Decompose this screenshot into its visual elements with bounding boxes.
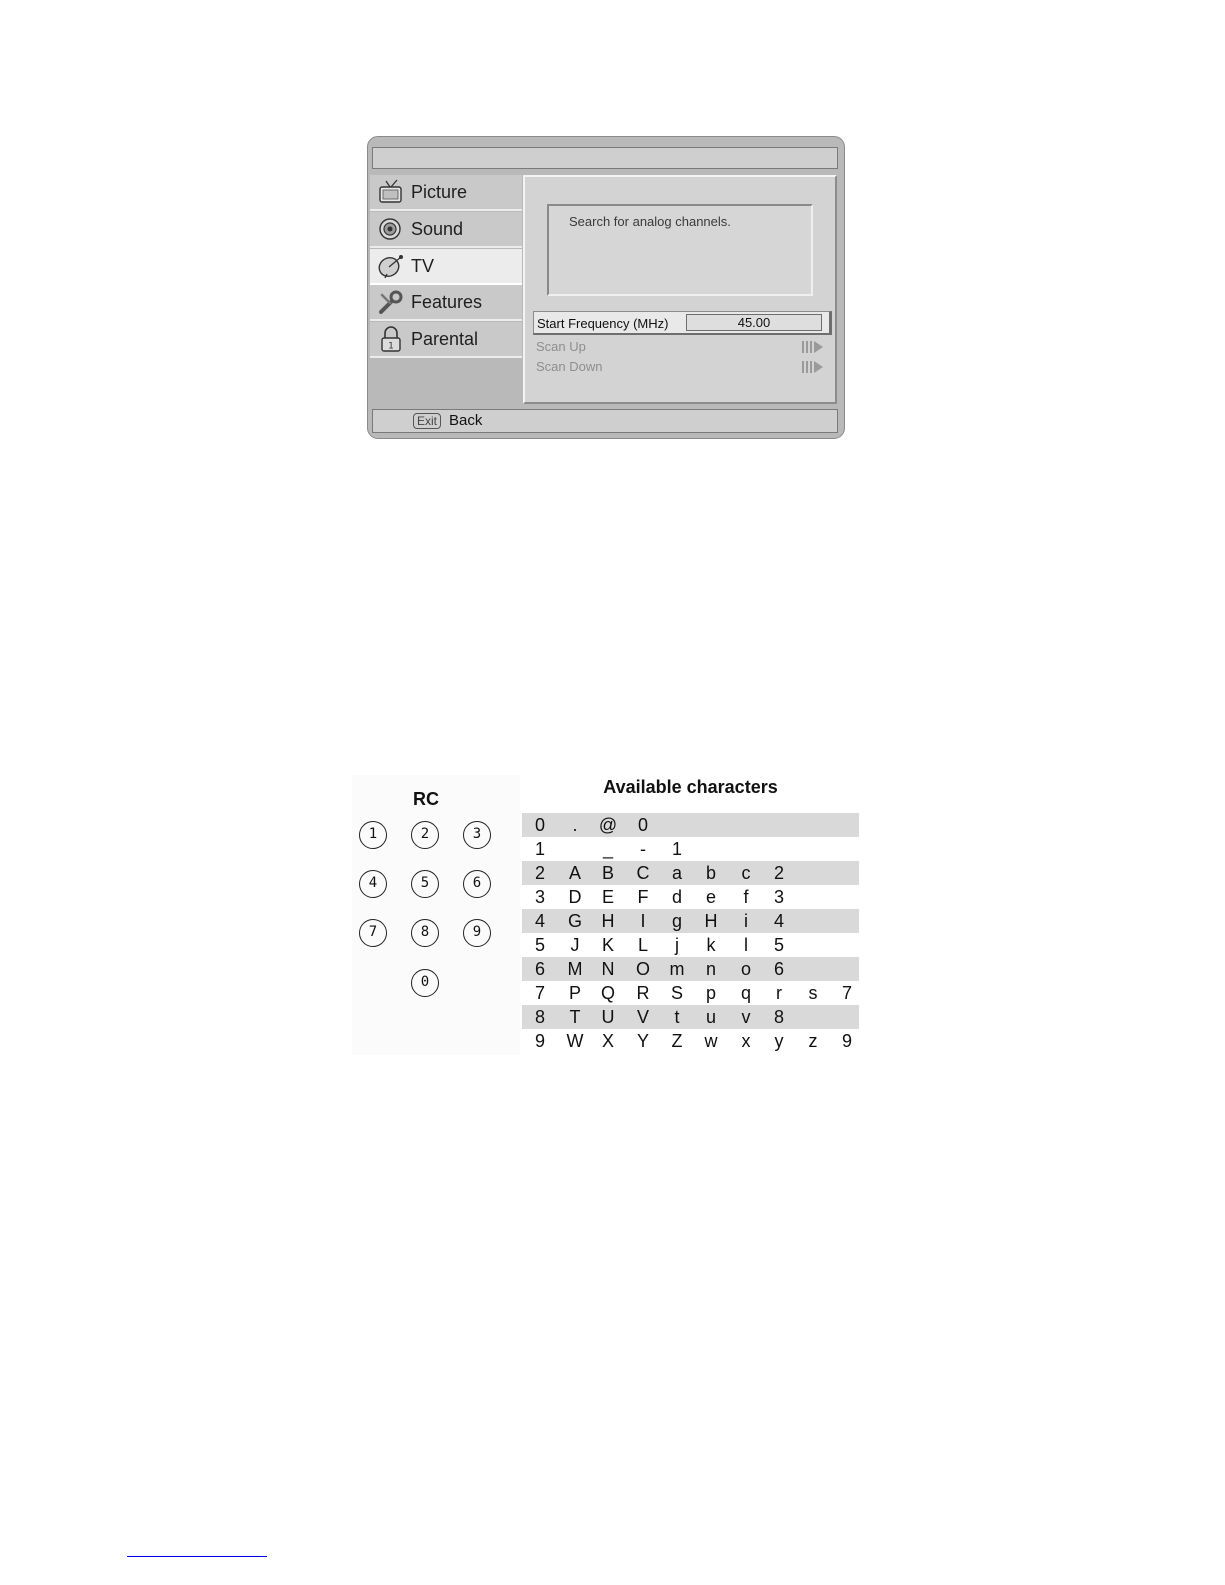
footer-bar: [372, 409, 838, 433]
sidebar-item-label: Features: [411, 291, 483, 312]
char-cell: 2: [773, 863, 784, 883]
char-cell: s: [808, 983, 818, 1003]
char-cell: T: [569, 1007, 581, 1027]
table-row: [522, 909, 859, 933]
char-cell: C: [636, 863, 650, 883]
char-cell: 4: [773, 911, 784, 931]
footnote-rule: [127, 1556, 267, 1557]
char-cell: r: [776, 983, 782, 1003]
char-cell: H: [704, 911, 718, 931]
char-cell: 7: [534, 983, 545, 1003]
sidebar-item-parental[interactable]: [370, 322, 522, 358]
rc-key-1: 1: [359, 821, 387, 849]
char-cell: [562, 837, 588, 861]
char-cell: N: [601, 959, 615, 979]
scan-up-label[interactable]: Scan Up: [536, 339, 586, 354]
sidebar: [370, 175, 522, 405]
char-cell: 8: [773, 1007, 784, 1027]
sidebar-item-picture[interactable]: [370, 175, 522, 211]
sidebar-item-sound[interactable]: [370, 212, 522, 248]
rc-key-8: 8: [411, 919, 439, 947]
wrench-icon: [376, 288, 406, 316]
sidebar-item-label: TV: [411, 255, 435, 276]
char-cell: y: [774, 1031, 784, 1051]
char-cell: n: [705, 959, 716, 979]
description-box: [547, 204, 813, 296]
rc-title: RC: [413, 789, 439, 809]
rc-key-2: 2: [411, 821, 439, 849]
char-cell: 4: [534, 911, 545, 931]
char-cell: 3: [534, 887, 545, 907]
table-title: Available characters: [603, 777, 778, 797]
char-cell: 2: [534, 863, 545, 883]
char-cell: m: [669, 959, 685, 979]
sidebar-item-label: Parental: [411, 328, 479, 349]
char-cell: H: [601, 911, 615, 931]
char-cell: 9: [534, 1031, 545, 1051]
char-cell: 5: [534, 935, 545, 955]
scan-up-arrow-icon[interactable]: [801, 340, 825, 354]
sidebar-item-features[interactable]: [370, 285, 522, 321]
char-cell: D: [568, 887, 582, 907]
char-cell: Z: [671, 1031, 683, 1051]
char-cell: 6: [773, 959, 784, 979]
rc-key-9: 9: [463, 919, 491, 947]
scan-down-arrow-icon[interactable]: [801, 360, 825, 374]
rc-key-7: 7: [359, 919, 387, 947]
start-frequency-label: Start Frequency (MHz): [537, 316, 669, 331]
char-cell: f: [743, 887, 749, 907]
exit-key-icon[interactable]: Exit: [413, 413, 441, 429]
char-cell: B: [601, 863, 614, 883]
char-cell: K: [601, 935, 614, 955]
char-cell: v: [741, 1007, 751, 1027]
char-cell: z: [808, 1031, 818, 1051]
char-cell: M: [567, 959, 583, 979]
tv-icon: [376, 178, 406, 206]
char-cell: Y: [636, 1031, 649, 1051]
rc-keypad: [352, 775, 520, 1055]
char-cell: t: [674, 1007, 680, 1027]
start-frequency-row[interactable]: [533, 311, 832, 335]
char-cell: k: [706, 935, 716, 955]
rc-key-6: 6: [463, 870, 491, 898]
table-row: [522, 981, 859, 1005]
sidebar-item-label: Picture: [411, 181, 468, 202]
char-cell: _: [602, 839, 613, 859]
char-cell: i: [744, 911, 748, 931]
padlock-icon: [376, 325, 406, 353]
table-row: [522, 957, 859, 981]
char-cell: e: [705, 887, 716, 907]
char-cell: F: [637, 887, 649, 907]
char-cell: Q: [600, 983, 615, 1003]
char-cell: 7: [841, 983, 852, 1003]
sidebar-item-label: Sound: [411, 218, 464, 239]
char-cell: X: [601, 1031, 614, 1051]
char-cell: S: [670, 983, 683, 1003]
char-cell: q: [740, 983, 751, 1003]
scan-down-label[interactable]: Scan Down: [536, 359, 603, 374]
char-cell: x: [741, 1031, 751, 1051]
available-characters-table: [522, 775, 859, 1055]
char-cell: 9: [841, 1031, 852, 1051]
char-cell: 1: [671, 839, 682, 859]
char-cell: I: [640, 911, 646, 931]
char-cell: b: [705, 863, 716, 883]
char-cell: g: [671, 911, 682, 931]
table-row: [522, 1029, 859, 1053]
char-cell: 1: [534, 839, 545, 859]
char-cell: a: [671, 863, 682, 883]
char-cell: W: [566, 1031, 584, 1051]
char-cell: L: [637, 935, 648, 955]
char-cell: G: [567, 911, 582, 931]
char-cell: u: [705, 1007, 716, 1027]
char-cell: R: [636, 983, 650, 1003]
table-row: [522, 1005, 859, 1029]
rc-key-4: 4: [359, 870, 387, 898]
speaker-icon: [376, 215, 406, 243]
back-label: Back: [449, 412, 483, 429]
char-cell: p: [705, 983, 716, 1003]
char-cell: .: [572, 815, 578, 835]
table-row: [522, 861, 859, 885]
char-cell: 8: [534, 1007, 545, 1027]
char-cell: O: [635, 959, 650, 979]
char-cell: w: [704, 1031, 718, 1051]
description-text: Search for analog channels.: [569, 214, 731, 229]
start-frequency-field[interactable]: 45.00: [686, 314, 822, 331]
char-cell: c: [741, 863, 751, 883]
osd-title-bar: [372, 147, 838, 169]
table-row: [522, 885, 859, 909]
char-cell: 5: [773, 935, 784, 955]
content-panel: [523, 175, 837, 404]
char-cell: U: [601, 1007, 615, 1027]
char-cell: 0: [637, 815, 648, 835]
char-cell: 0: [534, 815, 545, 835]
char-cell: d: [671, 887, 682, 907]
char-cell: @: [598, 815, 618, 835]
table-row: [522, 813, 859, 837]
char-cell: A: [568, 863, 581, 883]
table-row: [522, 837, 859, 861]
char-cell: E: [601, 887, 614, 907]
osd-menu: [367, 136, 845, 439]
rc-key-3: 3: [463, 821, 491, 849]
char-cell: 6: [534, 959, 545, 979]
char-cell: 3: [773, 887, 784, 907]
table-row: [522, 933, 859, 957]
svg-text:1: 1: [388, 341, 394, 352]
char-cell: P: [568, 983, 581, 1003]
char-cell: V: [636, 1007, 649, 1027]
rc-key-5: 5: [411, 870, 439, 898]
char-cell: o: [740, 959, 751, 979]
char-cell: J: [570, 935, 580, 955]
sidebar-item-tv[interactable]: [370, 249, 522, 285]
satellite-dish-icon: [376, 252, 406, 280]
char-cell: j: [675, 935, 679, 955]
char-cell: l: [744, 935, 748, 955]
char-cell: -: [640, 839, 646, 859]
rc-key-0: 0: [411, 969, 439, 997]
